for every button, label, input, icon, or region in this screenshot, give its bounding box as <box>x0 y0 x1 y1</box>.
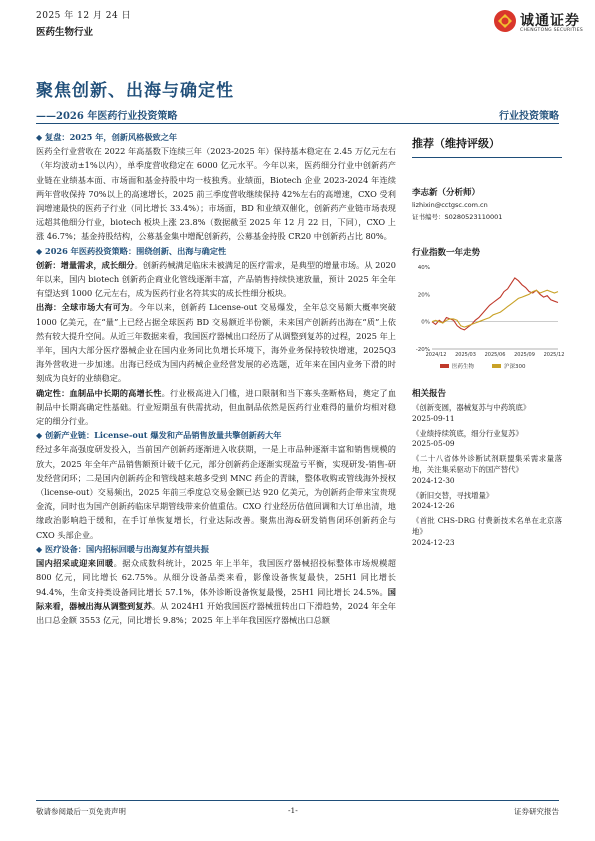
sidebar <box>412 130 565 549</box>
related-report-date: 2025-05-09 <box>412 439 455 449</box>
report-date: 2025 年 12 月 24 日 <box>36 11 132 21</box>
footer-disclaimer[interactable]: 敬请参阅最后一页免责声明 <box>36 807 126 816</box>
y-tick-label: 20% <box>417 292 430 299</box>
sidebar-divider <box>412 157 562 158</box>
main-column <box>36 130 396 627</box>
y-tick-label: 40% <box>417 265 430 271</box>
paragraph: 出海：全球市场大有可为。今年以来，创新药 License-out 交易爆发，全年总交易额大概率突破 1000 亿美元，在“量”上已经占据全球医药 BD 交易额近半份额，未来国产创新药出海在“质”上依然有较大提升空间。从近三年数据来看，我国医疗器械出口经历了从调整到复苏的过程，2025 年上半年，国内大部分医疗器械企业在国内业务同比负增长环境下，海外业务保持较快增速，2025Q3 海外营收进一步加速。出海已经成为国内药械企业经营发展的必选题，近年来在国内业务下滑的时刻成为良好的业绩稳定。 <box>36 302 396 384</box>
section-heading: ◆ 复盘：2025 年，创新风格极致之年 <box>36 130 396 144</box>
bullet-icon: ◆ <box>36 245 43 256</box>
related-report-title: 《首批 CHS-DRG 付费新技术名单在北京落地》 <box>412 516 562 536</box>
page-title: 聚焦创新、出海与确定性 <box>36 81 234 101</box>
industry-label: 医药生物行业 <box>36 27 94 38</box>
bullet-icon: ◆ <box>36 543 43 554</box>
section-heading: ◆ 创新产业链：License-out 爆发和产品销售放量共擎创新药大年 <box>36 428 396 442</box>
section-heading: ◆ 医疗设备：国内招标回暖与出海复苏有望共振 <box>36 542 396 556</box>
related-report-title: 《二十八省体外诊断试剂联盟集采需求量落地，关注集采驱动下的国产替代》 <box>412 454 562 474</box>
logo-text: 诚通证券 <box>520 13 580 29</box>
footer-divider <box>36 800 559 801</box>
logo-subtext: CHENGTONG SECURITIES <box>520 28 584 33</box>
related-report-title: 《新旧交替，寻找增量》 <box>412 490 494 500</box>
header-divider <box>36 123 559 124</box>
y-tick-label: -20% <box>415 347 430 353</box>
legend-label: 医药生物 <box>452 364 475 370</box>
x-tick-label: 2025/06 <box>484 352 506 358</box>
bullet-icon: ◆ <box>36 132 43 142</box>
related-report-date: 2024-12-30 <box>412 475 455 485</box>
page-subtitle: ——2026 年医药行业投资策略 <box>36 111 178 122</box>
related-report-item[interactable] <box>412 403 562 425</box>
legend-swatch <box>440 364 449 368</box>
legend-swatch <box>492 364 501 368</box>
paragraph: 确定性：血制品中长期的高增长性。行业极高进入门槛，进口限制和当下寡头垄断格局，奠定了血制品中长期高确定性基础。行业短期虽有供需扰动，但血制品依然是医药行业难得的量价均相对稳定的细分行业。 <box>36 387 396 427</box>
rating: 推荐（维持评级） <box>412 137 500 150</box>
related-report-item[interactable] <box>412 454 562 486</box>
x-tick-label: 2025/09 <box>514 352 535 358</box>
analyst-certificate: 证书编号：S0280523110001 <box>412 213 503 221</box>
x-tick-label: 2025/12 <box>543 352 565 358</box>
series-line-1 <box>432 278 558 330</box>
legend-label: 沪深300 <box>504 364 526 370</box>
related-reports-title: 相关报告 <box>412 389 447 399</box>
section-heading: ◆ 2026 年医药投资策略：围绕创新、出海与确定性 <box>36 244 396 258</box>
chart-title: 行业指数一年走势 <box>412 248 481 258</box>
related-report-item[interactable] <box>412 516 562 548</box>
logo-mark-icon <box>493 9 517 33</box>
paragraph: 创新：增量需求，成长细分。创新药械满足临床未被满足的医疗需求，是典型的增量市场。从 2020 年以来，国内 biotech 创新药企商业化管线逐渐丰富，产品销售持续快速放量，预计 2025 年全年有望达到 1000 亿元左右，成为医药行业名符其实的成长性细分板块。 <box>36 259 396 299</box>
analyst-email[interactable]: lizhixin@cctgsc.com.cn <box>412 201 488 209</box>
related-report-item[interactable] <box>412 429 562 451</box>
index-chart <box>412 261 565 379</box>
related-report-date: 2025-09-11 <box>412 413 455 423</box>
related-report-item[interactable] <box>412 491 562 513</box>
analyst-name: 李志新（分析师） <box>412 188 481 198</box>
paragraph: 经过多年高强度研发投入，当前国产创新药逐渐进入收获期，一是上市品种逐渐丰富和销售规模的放大，2025 年全年产品销售额预计破千亿元，部分创新药企逐渐实现盈亏平衡，实现研发-销售-研发经营闭环；二是国内创新药企和管线越来越多受到 MNC 药企的青睐，整体收购或管线海外授权（license-out）交易频出，2025 年前三季度总交易金额已达 920 亿美元，为创新药企带来宝贵现金流，同时也为国产创新药临床早期管线带来价值重估。CXO 行业经历估值回调和大订单出清，地缘政治影响趋于缓和，在手订单恢复增长，行业达际改善。聚焦出海&研发销售闭环创新药企与 CXO 头部企业。 <box>36 444 396 540</box>
x-tick-label: 2024/12 <box>425 352 447 358</box>
related-report-title: 《创新变圆，器械复苏与中药筑底》 <box>412 403 531 412</box>
related-report-date: 2024-12-23 <box>412 537 455 547</box>
x-tick-label: 2025/03 <box>455 352 476 358</box>
footer-label: 证券研究报告 <box>514 807 559 816</box>
index-chart-svg <box>412 261 565 379</box>
related-report-title: 《业绩持续筑底，细分行业复苏》 <box>412 428 523 438</box>
related-report-date: 2024-12-26 <box>412 501 455 511</box>
related-reports-list <box>412 403 562 549</box>
report-type: 行业投资策略 <box>499 111 559 122</box>
bullet-icon: ◆ <box>36 430 43 441</box>
paragraph: 国内招采或迎来回暖。据众成数科统计，2025 年上半年，我国医疗器械招投标整体市场规模超 800 亿元，同比增长 62.75%。从细分设备品类来看，影像设备恢复最快，25H1 同比增长 94.4%，生命支持类设备同比增长 57.1%，体外诊断设备恢复最慢，25H1 同比增长 24.5%。国际来看，器械出海从调整到复苏。从 2024H1 开始我国医疗器械扭转出口下滑趋势，2024 年全年出口总金额 3553 亿元，同比增长 9.8%；2025 年上半年我国医疗器械出口总额 <box>36 558 396 625</box>
paragraph: 医药全行业营收在 2022 年高基数下连续三年（2023-2025 年）保持基本稳定在 2.45 万亿元左右（年均波动±1%以内），单季度营收稳定在 6000 亿元水平。今年以来，医药细分行业中创新药产业链在业绩基本面、市场面和基金持股中均一枝独秀。业绩面，Biotech 企业 2023-2024 年连续两年营收保持 70%以上的高速增长，2025 前三季度营收继续保持 42%左右的高增速，CXO 受利润增速最快的医药子行业（同比增长 33.4%）；市场面，BD 和业绩双催化，创新药产业链市场表现远超其他细分行业，biotech 板块上涨 23.8%（数据截至 2025 年 12 月 22 日，下同），CXO 上涨 46.7%；基金持股结构，公募基金集中增配创新药，公募基金持股 CR20 中创新药占比 80%。 <box>36 146 396 242</box>
company-logo <box>493 7 588 39</box>
page-number: -1- <box>288 806 298 815</box>
y-tick-label: 0% <box>421 319 430 326</box>
